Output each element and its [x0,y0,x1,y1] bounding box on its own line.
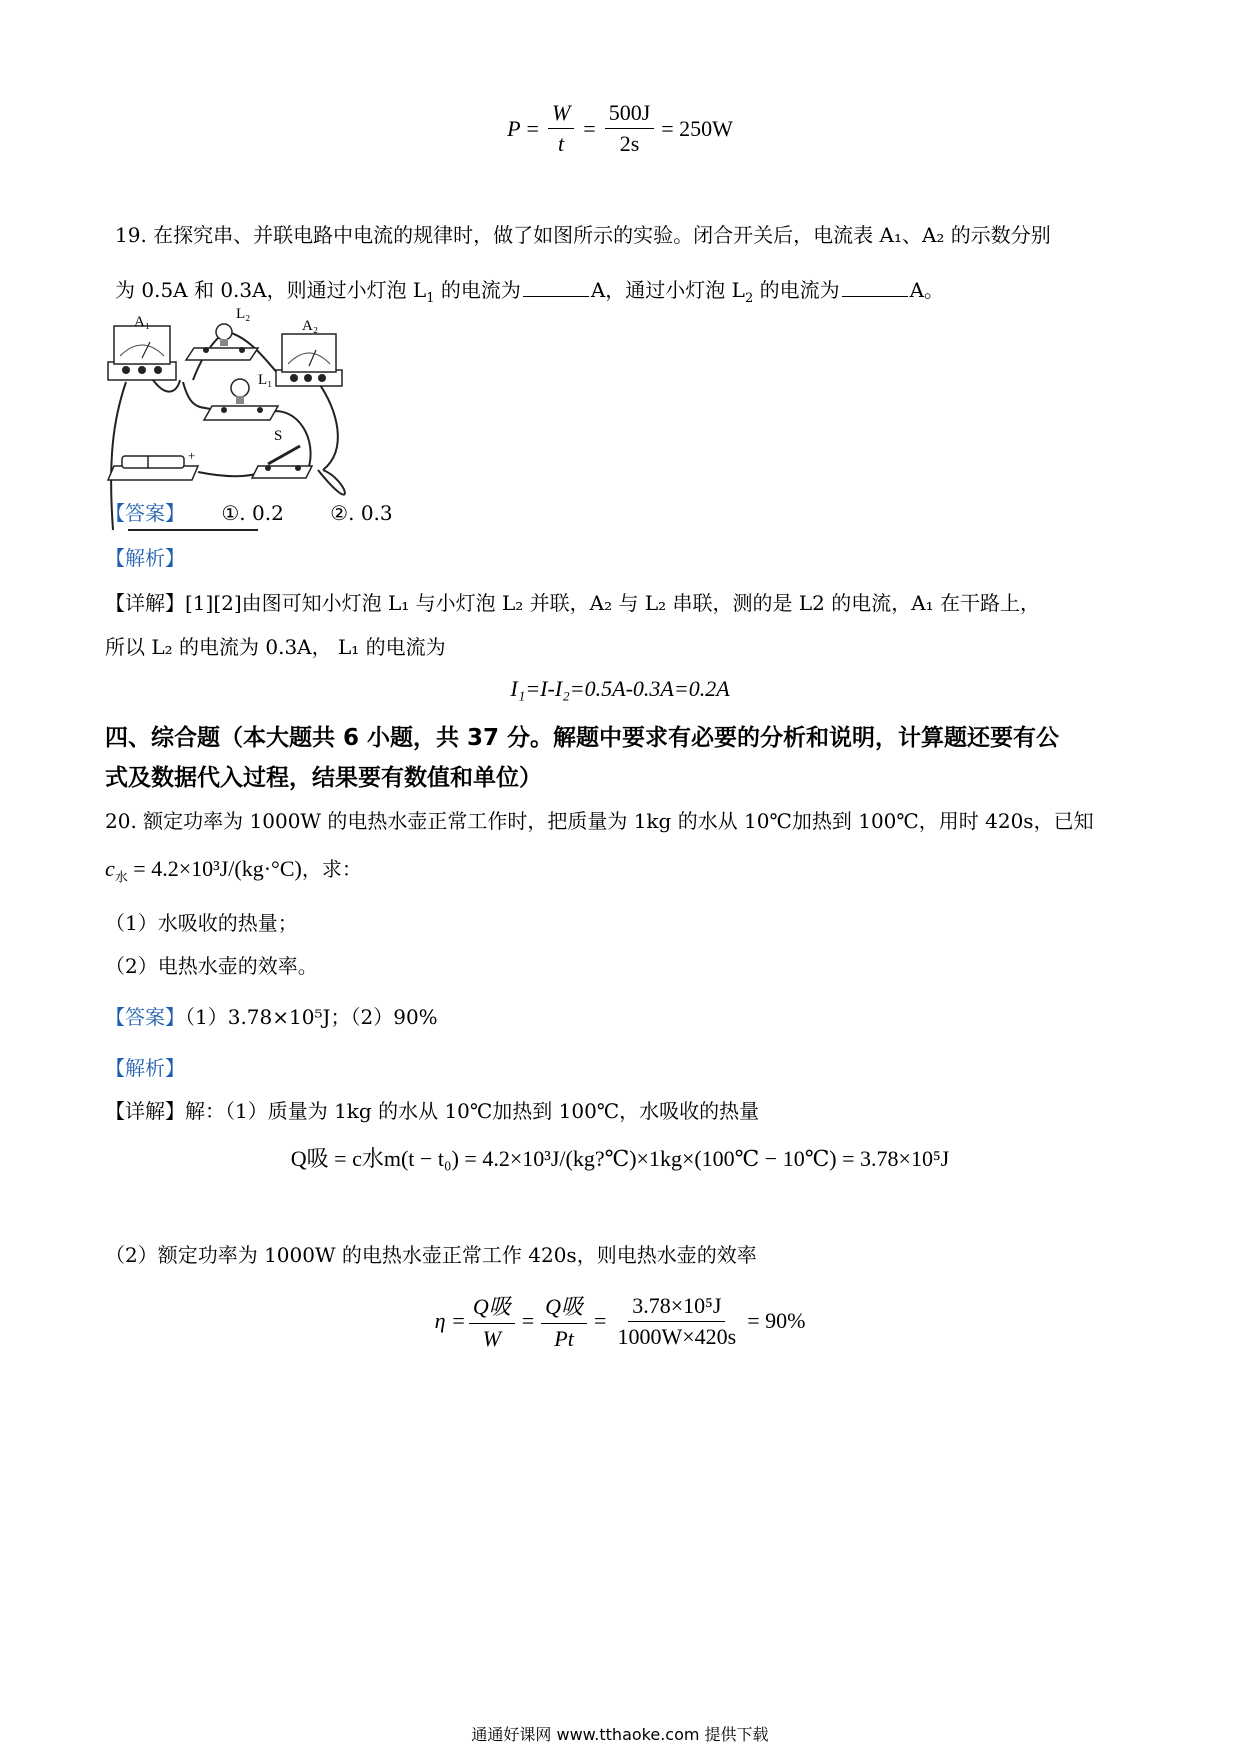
battery-icon [108,456,198,480]
fraction-numerator: W [548,100,574,129]
label-l2: L₂ [236,306,251,322]
fraction-numerator: 500J [605,100,655,129]
fraction-values [605,100,655,157]
q19-line2: 为 0.5A 和 0.3A，则通过小灯泡 $L_1$ 的电流为 A，通过小灯泡 $L_2$ 的电流为 A。 [115,278,945,306]
answer-tag: 【答案】 [105,501,185,525]
q20-answer: 【答案】（1）3.78×10⁵J；（2）90% [105,1005,438,1029]
q20-detail2: （2）额定功率为 1000W 的电热水壶正常工作 420s，则电热水壶的效率 [105,1243,757,1267]
power-equation: P = $\frac{W}{t}$ = $\frac{500J}{2s}$ = 250W [507,100,733,156]
q20-line1: 20. 额定功率为 1000W 的电热水壶正常工作时，把质量为 1kg 的水从 10℃加热到 100℃，用时 420s，已知 [105,809,1094,833]
answer-1: ①. 0.2 [221,501,284,525]
fraction-q-w: $\frac{\text{Q吸}}{W}$ [469,1290,515,1352]
ammeter-a2-icon [276,334,342,386]
q19-detail-line2: 所以 L₂ 的电流为 0.3A， L₁ 的电流为 [105,635,446,659]
fraction-q-pt: $\frac{\text{Q吸}}{Pt}$ [541,1290,587,1352]
q19-equation: I₁=I-I₂=0.5A-0.3A=0.2A [510,676,730,701]
answer-2: ②. 0.3 [330,501,393,525]
answer-blank-2 [842,278,908,297]
fraction-denominator: 2s [619,131,640,156]
ammeter-a1-icon [108,326,176,380]
fraction-denominator: t [558,131,565,156]
q20-analysis-tag: 【解析】 [105,1056,185,1080]
eta-result: = 90% [747,1308,806,1333]
label-plus: + [188,448,196,463]
section4-heading-line1: 四、综合题（本大题共 6 小题，共 37 分。解题中要求有必要的分析和说明，计算题还要有公 [105,725,1060,751]
q20-given: $c_水 = 4.2\times 10^3J/(kg\cdot^\circ C)$，求： [105,856,362,885]
fraction-w-t [548,100,574,157]
label-a2: A₂ [302,318,319,334]
q19-detail-line1: 【详解】[1][2]由图可知小灯泡 L₁ 与小灯泡 L₂ 并联，A₂ 与 L₂ 串联，测的是 L2 的电流，A₁ 在干路上， [105,591,1041,615]
q20-part1: （1）水吸收的热量； [105,911,298,935]
eq-sign: = [526,115,539,141]
q20-detail1: 【详解】解：（1）质量为 1kg 的水从 10℃加热到 100℃，水吸收的热量 [105,1099,760,1123]
fraction-values: $\frac{\text{3.78×10⁵J}}{1000W\times 420s}$ [617,1292,737,1349]
answer-blank-1 [523,278,589,297]
label-a1: A₁ [134,314,151,330]
q20-heat-equation: Q吸 = c水m(t − t₀) = 4.2×10³J/(kg?℃)×1kg×(100℃ − 10℃) = 3.78×10⁵J [290,1146,950,1171]
switch-icon [252,446,312,478]
label-s: S [274,428,283,444]
eq-result: = 250W [661,115,733,141]
section4-heading-line2: 式及数据代入过程，结果要有数值和单位） [105,765,542,791]
eq-lhs: P [507,115,521,141]
q20-part2: （2）电热水壶的效率。 [105,954,318,978]
efficiency-equation: η = $\frac{\text{Q吸}}{W}$ = $\frac{\text{Q吸}}{Pt}$ = $\frac{\text{3.78×10⁵J}}{1000W\times 420s}$ = 90% [0,1290,1240,1352]
q19-analysis-tag: 【解析】 [105,546,185,570]
eta-lhs: η = [434,1308,466,1333]
q19-answer [105,500,393,526]
page-footer: 通通好课网 www.tthaoke.com 提供下载 [471,1725,769,1744]
q19-line1: 19. 在探究串、并联电路中电流的规律时，做了如图所示的实验。闭合开关后，电流表 A₁、A₂ 的示数分别 [115,223,1051,247]
label-l1: L₁ [258,372,273,388]
